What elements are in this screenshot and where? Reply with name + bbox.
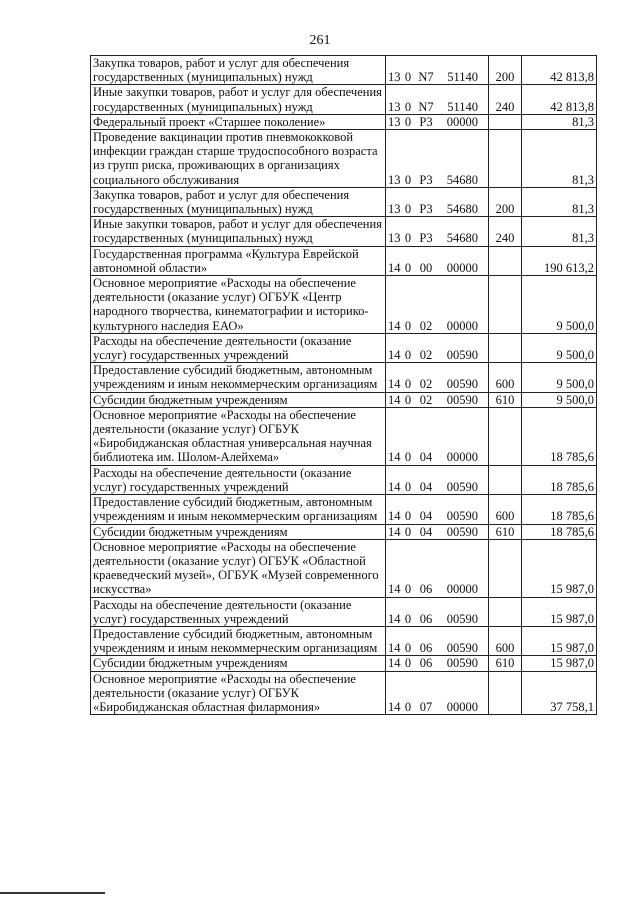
- row-name-cell: Предоставление субсидий бюджетным, автономным учреждениям и иным некоммерческим организациям: [91, 626, 386, 655]
- table-row: [91, 407, 597, 465]
- table-row: [91, 671, 597, 715]
- table-row: [91, 597, 597, 626]
- row-name-cell: Основное мероприятие «Расходы на обеспечение деятельности (оказание услуг) ОГБУК «Биробиджанская областная филармония»: [91, 671, 386, 715]
- code-direction: 54680: [446, 231, 478, 246]
- code-subprogram: 0: [404, 392, 412, 407]
- row-expense-type-cell: [489, 114, 522, 129]
- table-row: [91, 524, 597, 539]
- code-main-activity: 07: [419, 699, 433, 714]
- code-direction: 00590: [446, 509, 478, 524]
- code-subprogram: 0: [404, 172, 412, 187]
- code-main-activity: N7: [418, 99, 434, 114]
- code-main-activity: 04: [419, 450, 433, 465]
- row-name-cell: Расходы на обеспечение деятельности (оказание услуг) государственных учреждений: [91, 597, 386, 626]
- row-code-cell: [386, 85, 489, 114]
- code-direction: 54680: [446, 202, 478, 217]
- table-row: [91, 217, 597, 246]
- code-program: 13: [388, 99, 401, 114]
- row-sum-cell: 15 987,0: [522, 539, 597, 597]
- budget-table: [90, 55, 597, 715]
- row-sum-cell: 9 500,0: [522, 363, 597, 392]
- code-subprogram: 0: [404, 318, 412, 333]
- row-code-cell: [386, 246, 489, 275]
- code-main-activity: 04: [419, 509, 433, 524]
- row-sum-cell: 15 987,0: [522, 656, 597, 671]
- table-row: [91, 130, 597, 188]
- row-code-cell: [386, 539, 489, 597]
- table-row: [91, 626, 597, 655]
- row-code-cell: [386, 363, 489, 392]
- code-program: 14: [388, 699, 401, 714]
- row-name-cell: Субсидии бюджетным учреждениям: [91, 656, 386, 671]
- row-expense-type-cell: [489, 671, 522, 715]
- row-name-cell: Основное мероприятие «Расходы на обеспечение деятельности (оказание услуг) ОГБУК «Центр народного творчества, кинематографии и историко-культурного наследия ЕАО»: [91, 276, 386, 334]
- code-direction: 00590: [446, 524, 478, 539]
- code-direction: 00000: [446, 450, 478, 465]
- code-direction: 00590: [446, 392, 478, 407]
- code-main-activity: 06: [419, 641, 433, 656]
- code-program: 14: [388, 318, 401, 333]
- row-sum-cell: 18 785,6: [522, 465, 597, 494]
- code-program: 14: [388, 260, 401, 275]
- code-direction: 00590: [446, 641, 478, 656]
- row-expense-type-cell: 600: [489, 495, 522, 524]
- row-expense-type-cell: [489, 597, 522, 626]
- row-sum-cell: 37 758,1: [522, 671, 597, 715]
- row-code-cell: [386, 495, 489, 524]
- row-name-cell: Государственная программа «Культура Еврейской автономной области»: [91, 246, 386, 275]
- code-subprogram: 0: [404, 641, 412, 656]
- row-sum-cell: 18 785,6: [522, 407, 597, 465]
- row-name-cell: Федеральный проект «Старшее поколение»: [91, 114, 386, 129]
- row-expense-type-cell: [489, 333, 522, 362]
- table-row: [91, 495, 597, 524]
- row-expense-type-cell: 610: [489, 656, 522, 671]
- code-main-activity: N7: [418, 70, 434, 85]
- code-subprogram: 0: [404, 260, 412, 275]
- row-expense-type-cell: [489, 539, 522, 597]
- row-name-cell: Закупка товаров, работ и услуг для обеспечения государственных (муниципальных) нужд: [91, 56, 386, 85]
- table-row: [91, 56, 597, 85]
- row-sum-cell: 9 500,0: [522, 276, 597, 334]
- row-sum-cell: 9 500,0: [522, 333, 597, 362]
- row-sum-cell: 81,3: [522, 130, 597, 188]
- code-program: 13: [388, 172, 401, 187]
- row-name-cell: Закупка товаров, работ и услуг для обеспечения государственных (муниципальных) нужд: [91, 187, 386, 216]
- code-subprogram: 0: [404, 231, 412, 246]
- row-sum-cell: 18 785,6: [522, 495, 597, 524]
- code-main-activity: 02: [419, 392, 433, 407]
- row-expense-type-cell: [489, 465, 522, 494]
- row-expense-type-cell: [489, 276, 522, 334]
- row-sum-cell: 81,3: [522, 187, 597, 216]
- code-main-activity: 04: [419, 524, 433, 539]
- row-code-cell: [386, 626, 489, 655]
- code-subprogram: 0: [404, 699, 412, 714]
- row-expense-type-cell: 240: [489, 85, 522, 114]
- row-name-cell: Проведение вакцинации против пневмококковой инфекции граждан старше трудоспособного возраста из групп риска, проживающих в организациях социального обслуживания: [91, 130, 386, 188]
- row-expense-type-cell: 200: [489, 56, 522, 85]
- page-number: 261: [309, 33, 331, 48]
- code-program: 13: [388, 70, 401, 85]
- row-code-cell: [386, 392, 489, 407]
- code-program: 14: [388, 392, 401, 407]
- row-sum-cell: 9 500,0: [522, 392, 597, 407]
- code-subprogram: 0: [404, 348, 412, 363]
- row-sum-cell: 81,3: [522, 114, 597, 129]
- row-code-cell: [386, 465, 489, 494]
- code-subprogram: 0: [404, 70, 412, 85]
- row-code-cell: [386, 276, 489, 334]
- row-name-cell: Иные закупки товаров, работ и услуг для обеспечения государственных (муниципальных) нужд: [91, 85, 386, 114]
- code-direction: 00000: [446, 114, 478, 129]
- code-main-activity: P3: [419, 114, 433, 129]
- code-main-activity: 06: [419, 582, 433, 597]
- row-sum-cell: 18 785,6: [522, 524, 597, 539]
- code-subprogram: 0: [404, 656, 412, 671]
- code-program: 13: [388, 231, 401, 246]
- row-code-cell: [386, 656, 489, 671]
- row-code-cell: [386, 130, 489, 188]
- row-name-cell: Предоставление субсидий бюджетным, автономным учреждениям и иным некоммерческим организациям: [91, 495, 386, 524]
- row-code-cell: [386, 524, 489, 539]
- code-program: 14: [388, 509, 401, 524]
- footer-rule: [0, 892, 105, 894]
- row-code-cell: [386, 671, 489, 715]
- code-direction: 00590: [446, 479, 478, 494]
- code-direction: 54680: [446, 172, 478, 187]
- code-direction: 00590: [446, 348, 478, 363]
- table-row: [91, 85, 597, 114]
- code-subprogram: 0: [404, 450, 412, 465]
- code-direction: 00000: [446, 260, 478, 275]
- code-main-activity: 06: [419, 611, 433, 626]
- code-main-activity: P3: [419, 202, 433, 217]
- table-row: [91, 187, 597, 216]
- row-sum-cell: 15 987,0: [522, 597, 597, 626]
- row-name-cell: Расходы на обеспечение деятельности (оказание услуг) государственных учреждений: [91, 465, 386, 494]
- table-row: [91, 333, 597, 362]
- row-name-cell: Основное мероприятие «Расходы на обеспечение деятельности (оказание услуг) ОГБУК «Областной краеведческий музей», ОГБУК «Музей современного искусства»: [91, 539, 386, 597]
- row-name-cell: Предоставление субсидий бюджетным, автономным учреждениям и иным некоммерческим организациям: [91, 363, 386, 392]
- code-subprogram: 0: [404, 99, 412, 114]
- code-program: 14: [388, 611, 401, 626]
- code-program: 14: [388, 348, 401, 363]
- code-subprogram: 0: [404, 611, 412, 626]
- table-row: [91, 363, 597, 392]
- row-sum-cell: 42 813,8: [522, 56, 597, 85]
- code-direction: 51140: [447, 70, 478, 85]
- table-row: [91, 392, 597, 407]
- code-main-activity: P3: [419, 172, 433, 187]
- code-subprogram: 0: [404, 202, 412, 217]
- code-direction: 51140: [447, 99, 478, 114]
- row-code-cell: [386, 407, 489, 465]
- row-expense-type-cell: 600: [489, 363, 522, 392]
- table-row: [91, 465, 597, 494]
- table-row: [91, 656, 597, 671]
- code-direction: 00000: [446, 318, 478, 333]
- row-expense-type-cell: 200: [489, 187, 522, 216]
- row-code-cell: [386, 597, 489, 626]
- code-subprogram: 0: [404, 582, 412, 597]
- row-code-cell: [386, 56, 489, 85]
- row-name-cell: Субсидии бюджетным учреждениям: [91, 392, 386, 407]
- code-main-activity: 02: [419, 348, 433, 363]
- code-subprogram: 0: [404, 114, 412, 129]
- row-name-cell: Основное мероприятие «Расходы на обеспечение деятельности (оказание услуг) ОГБУК «Биробиджанская областная универсальная научная библиотека им. Шолом-Алейхема»: [91, 407, 386, 465]
- code-direction: 00000: [446, 582, 478, 597]
- code-main-activity: P3: [419, 231, 433, 246]
- code-program: 14: [388, 582, 401, 597]
- code-main-activity: 02: [419, 377, 433, 392]
- row-code-cell: [386, 217, 489, 246]
- code-program: 14: [388, 377, 401, 392]
- row-name-cell: Субсидии бюджетным учреждениям: [91, 524, 386, 539]
- row-expense-type-cell: 240: [489, 217, 522, 246]
- row-name-cell: Иные закупки товаров, работ и услуг для обеспечения государственных (муниципальных) нужд: [91, 217, 386, 246]
- code-program: 14: [388, 641, 401, 656]
- code-subprogram: 0: [404, 524, 412, 539]
- row-sum-cell: 15 987,0: [522, 626, 597, 655]
- code-main-activity: 04: [419, 479, 433, 494]
- row-expense-type-cell: [489, 130, 522, 188]
- code-program: 14: [388, 450, 401, 465]
- row-sum-cell: 190 613,2: [522, 246, 597, 275]
- code-main-activity: 00: [419, 260, 433, 275]
- row-expense-type-cell: 610: [489, 524, 522, 539]
- row-code-cell: [386, 333, 489, 362]
- row-name-cell: Расходы на обеспечение деятельности (оказание услуг) государственных учреждений: [91, 333, 386, 362]
- code-program: 14: [388, 524, 401, 539]
- code-program: 14: [388, 479, 401, 494]
- code-main-activity: 02: [419, 318, 433, 333]
- code-direction: 00590: [446, 377, 478, 392]
- row-expense-type-cell: [489, 246, 522, 275]
- code-direction: 00590: [446, 611, 478, 626]
- row-expense-type-cell: 610: [489, 392, 522, 407]
- code-direction: 00000: [446, 699, 478, 714]
- table-row: [91, 246, 597, 275]
- code-program: 14: [388, 656, 401, 671]
- code-main-activity: 06: [419, 656, 433, 671]
- row-code-cell: [386, 114, 489, 129]
- row-expense-type-cell: [489, 407, 522, 465]
- budget-table-body: [91, 56, 597, 715]
- table-row: [91, 276, 597, 334]
- table-row: [91, 539, 597, 597]
- code-program: 13: [388, 114, 401, 129]
- row-sum-cell: 42 813,8: [522, 85, 597, 114]
- code-subprogram: 0: [404, 509, 412, 524]
- code-subprogram: 0: [404, 479, 412, 494]
- code-program: 13: [388, 202, 401, 217]
- row-sum-cell: 81,3: [522, 217, 597, 246]
- row-code-cell: [386, 187, 489, 216]
- table-row: [91, 114, 597, 129]
- row-expense-type-cell: 600: [489, 626, 522, 655]
- code-subprogram: 0: [404, 377, 412, 392]
- code-direction: 00590: [446, 656, 478, 671]
